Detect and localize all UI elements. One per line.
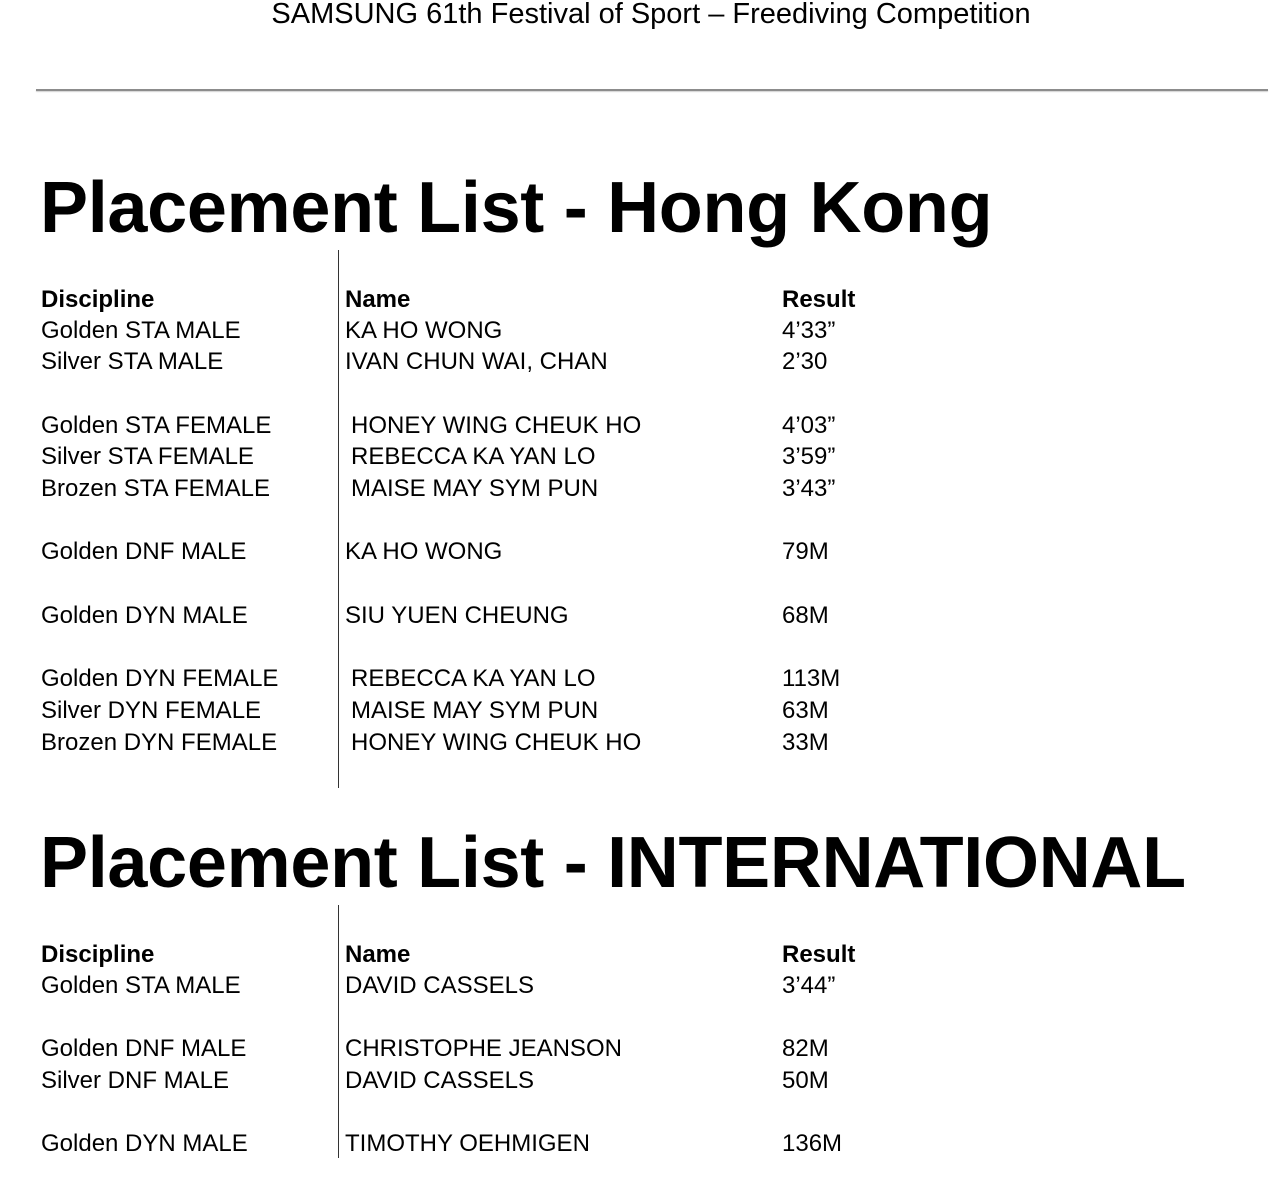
- name-cell: TIMOTHY OEHMIGEN: [345, 1130, 590, 1157]
- name-cell: IVAN CHUN WAI, CHAN: [345, 348, 608, 375]
- table-header-row: [0, 284, 1284, 316]
- name-cell: CHRISTOPHE JEANSON: [345, 1035, 622, 1062]
- name-cell: HONEY WING CHEUK HO: [351, 729, 642, 756]
- table-row: [0, 473, 1284, 505]
- placement-section-hong-kong: [0, 167, 1284, 792]
- column-header-name: Name: [345, 286, 411, 313]
- table-row: [0, 695, 1284, 727]
- result-cell: 4’33”: [782, 317, 836, 344]
- name-cell: REBECCA KA YAN LO: [351, 443, 596, 470]
- result-cell: 33M: [782, 729, 829, 756]
- table-header-row: [0, 939, 1284, 971]
- table-row: [0, 1033, 1284, 1065]
- section-title: Placement List - Hong Kong: [40, 168, 993, 248]
- column-header-result: Result: [782, 941, 856, 968]
- section-title: Placement List - INTERNATIONAL: [40, 823, 1186, 903]
- result-cell: 82M: [782, 1035, 829, 1062]
- name-cell: DAVID CASSELS: [345, 1067, 534, 1094]
- discipline-cell: Golden DYN FEMALE: [41, 665, 279, 692]
- discipline-cell: Golden DNF MALE: [41, 538, 247, 565]
- table-row: [0, 663, 1284, 695]
- name-cell: KA HO WONG: [345, 317, 503, 344]
- discipline-cell: Brozen STA FEMALE: [41, 475, 270, 502]
- table-row: [0, 315, 1284, 347]
- table-row: [0, 970, 1284, 1002]
- column-header-result: Result: [782, 286, 856, 313]
- table-row: [0, 441, 1284, 473]
- discipline-cell: Golden DYN MALE: [41, 602, 248, 629]
- result-cell: 3’59”: [782, 443, 836, 470]
- result-cell: 136M: [782, 1130, 843, 1157]
- name-cell: REBECCA KA YAN LO: [351, 665, 596, 692]
- table-row: [0, 410, 1284, 442]
- name-cell: SIU YUEN CHEUNG: [345, 602, 569, 629]
- table-row: [0, 727, 1284, 759]
- table-row: [0, 346, 1284, 378]
- discipline-cell: Golden STA FEMALE: [41, 412, 272, 439]
- table-row: [0, 1128, 1284, 1160]
- discipline-cell: Golden STA MALE: [41, 317, 241, 344]
- result-cell: 3’43”: [782, 475, 836, 502]
- table-row: [0, 600, 1284, 632]
- table-row: [0, 1065, 1284, 1097]
- name-cell: MAISE MAY SYM PUN: [351, 697, 599, 724]
- result-cell: 79M: [782, 538, 829, 565]
- name-cell: MAISE MAY SYM PUN: [351, 475, 599, 502]
- discipline-cell: Golden STA MALE: [41, 972, 241, 999]
- placement-section-international: [0, 822, 1284, 1162]
- column-header-discipline: Discipline: [41, 941, 155, 968]
- discipline-cell: Golden DYN MALE: [41, 1130, 248, 1157]
- discipline-cell: Silver STA MALE: [41, 348, 224, 375]
- result-cell: 50M: [782, 1067, 829, 1094]
- header-divider: [36, 89, 1268, 91]
- discipline-cell: Silver DYN FEMALE: [41, 697, 262, 724]
- name-cell: DAVID CASSELS: [345, 972, 534, 999]
- result-cell: 2’30: [782, 348, 828, 375]
- discipline-cell: Brozen DYN FEMALE: [41, 729, 278, 756]
- result-cell: 68M: [782, 602, 829, 629]
- discipline-cell: Silver DNF MALE: [41, 1067, 230, 1094]
- result-cell: 4’03”: [782, 412, 836, 439]
- discipline-cell: Golden DNF MALE: [41, 1035, 247, 1062]
- column-header-discipline: Discipline: [41, 286, 155, 313]
- table-row: [0, 536, 1284, 568]
- discipline-cell: Silver STA FEMALE: [41, 443, 254, 470]
- result-cell: 3’44”: [782, 972, 836, 999]
- result-cell: 63M: [782, 697, 829, 724]
- document-header: SAMSUNG 61th Festival of Sport – Freediving Competition: [271, 0, 1031, 30]
- result-cell: 113M: [782, 665, 841, 692]
- name-cell: KA HO WONG: [345, 538, 503, 565]
- column-header-name: Name: [345, 941, 411, 968]
- name-cell: HONEY WING CHEUK HO: [351, 412, 642, 439]
